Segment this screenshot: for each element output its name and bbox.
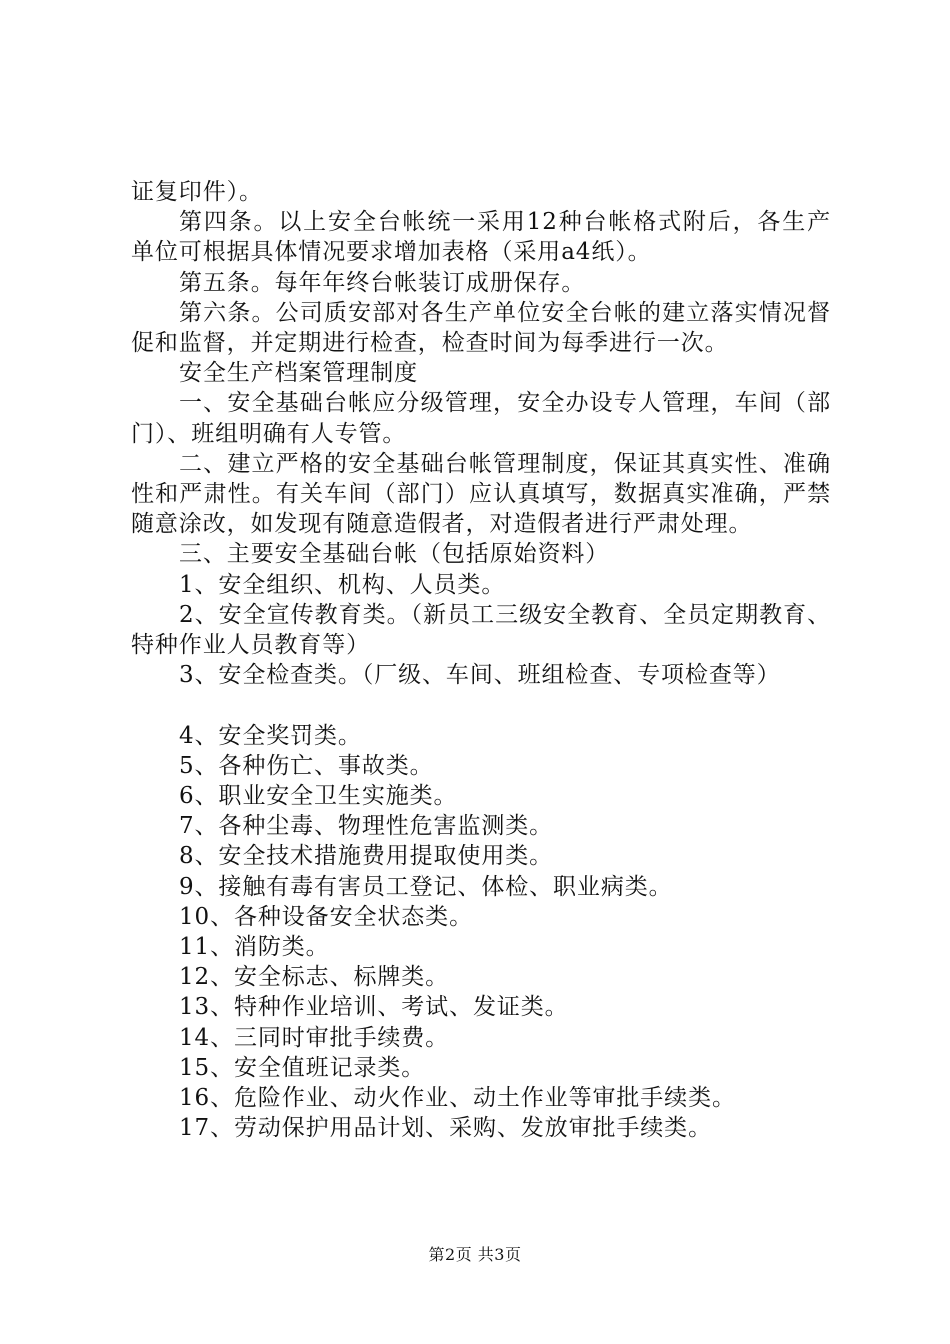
paragraph-article-5: 第五条。每年年终台帐装订成册保存。 — [179, 269, 586, 296]
paragraph-item-3: 三、主要安全基础台帐（包括原始资料） — [179, 541, 610, 568]
list-item: 13、特种作业培训、考试、发证类。 — [179, 994, 569, 1021]
list-item: 4、安全奖罚类。 — [179, 722, 362, 749]
page-footer: 第2页 共3页 — [428, 1245, 522, 1264]
section-heading: 安全生产档案管理制度 — [179, 360, 418, 387]
paragraph-item-1: 一、安全基础台帐应分级管理，安全办设专人管理，车间（部门）、班组明确有人专管。 — [131, 390, 831, 447]
list-item: 7、各种尘毒、物理性危害监测类。 — [179, 813, 554, 840]
paragraph-article-4: 第四条。以上安全台帐统一采用12种台帐格式附后，各生产单位可根据具体情况要求增加表格（采用a4纸）。 — [131, 209, 831, 266]
list-item: 9、接触有毒有害员工登记、体检、职业病类。 — [179, 873, 673, 900]
document-body — [131, 177, 831, 1143]
list-item: 6、职业安全卫生实施类。 — [179, 783, 458, 810]
list-item: 8、安全技术措施费用提取使用类。 — [179, 843, 554, 870]
blank-line — [131, 690, 831, 720]
list-item: 10、各种设备安全状态类。 — [179, 903, 473, 930]
list-item: 11、消防类。 — [179, 934, 330, 961]
list-item: 16、危险作业、动火作业、动土作业等审批手续类。 — [179, 1085, 736, 1112]
paragraph-article-6: 第六条。公司质安部对各生产单位安全台帐的建立落实情况督促和监督，并定期进行检查，检查时间为每季进行一次。 — [131, 299, 831, 357]
list-item: 14、三同时审批手续费。 — [179, 1024, 450, 1051]
list-item: 2、安全宣传教育类。（新员工三级安全教育、全员定期教育、特种作业人员教育等） — [131, 601, 831, 659]
list-item: 5、各种伤亡、事故类。 — [179, 752, 434, 779]
list-item: 1、安全组织、机构、人员类。 — [179, 571, 506, 598]
paragraph-item-2: 二、建立严格的安全基础台帐管理制度，保证其真实性、准确性和严肃性。有关车间（部门）应认真填写，数据真实准确，严禁随意涂改，如发现有随意造假者，对造假者进行严肃处理。 — [131, 450, 831, 538]
list-item: 17、劳动保护用品计划、采购、发放审批手续类。 — [179, 1115, 712, 1142]
paragraph-continuation: 证复印件）。 — [131, 179, 263, 205]
list-item: 15、安全值班记录类。 — [179, 1054, 426, 1081]
list-item: 3、安全检查类。（厂级、车间、班组检查、专项检查等） — [179, 662, 781, 689]
list-item: 12、安全标志、标牌类。 — [179, 964, 450, 991]
